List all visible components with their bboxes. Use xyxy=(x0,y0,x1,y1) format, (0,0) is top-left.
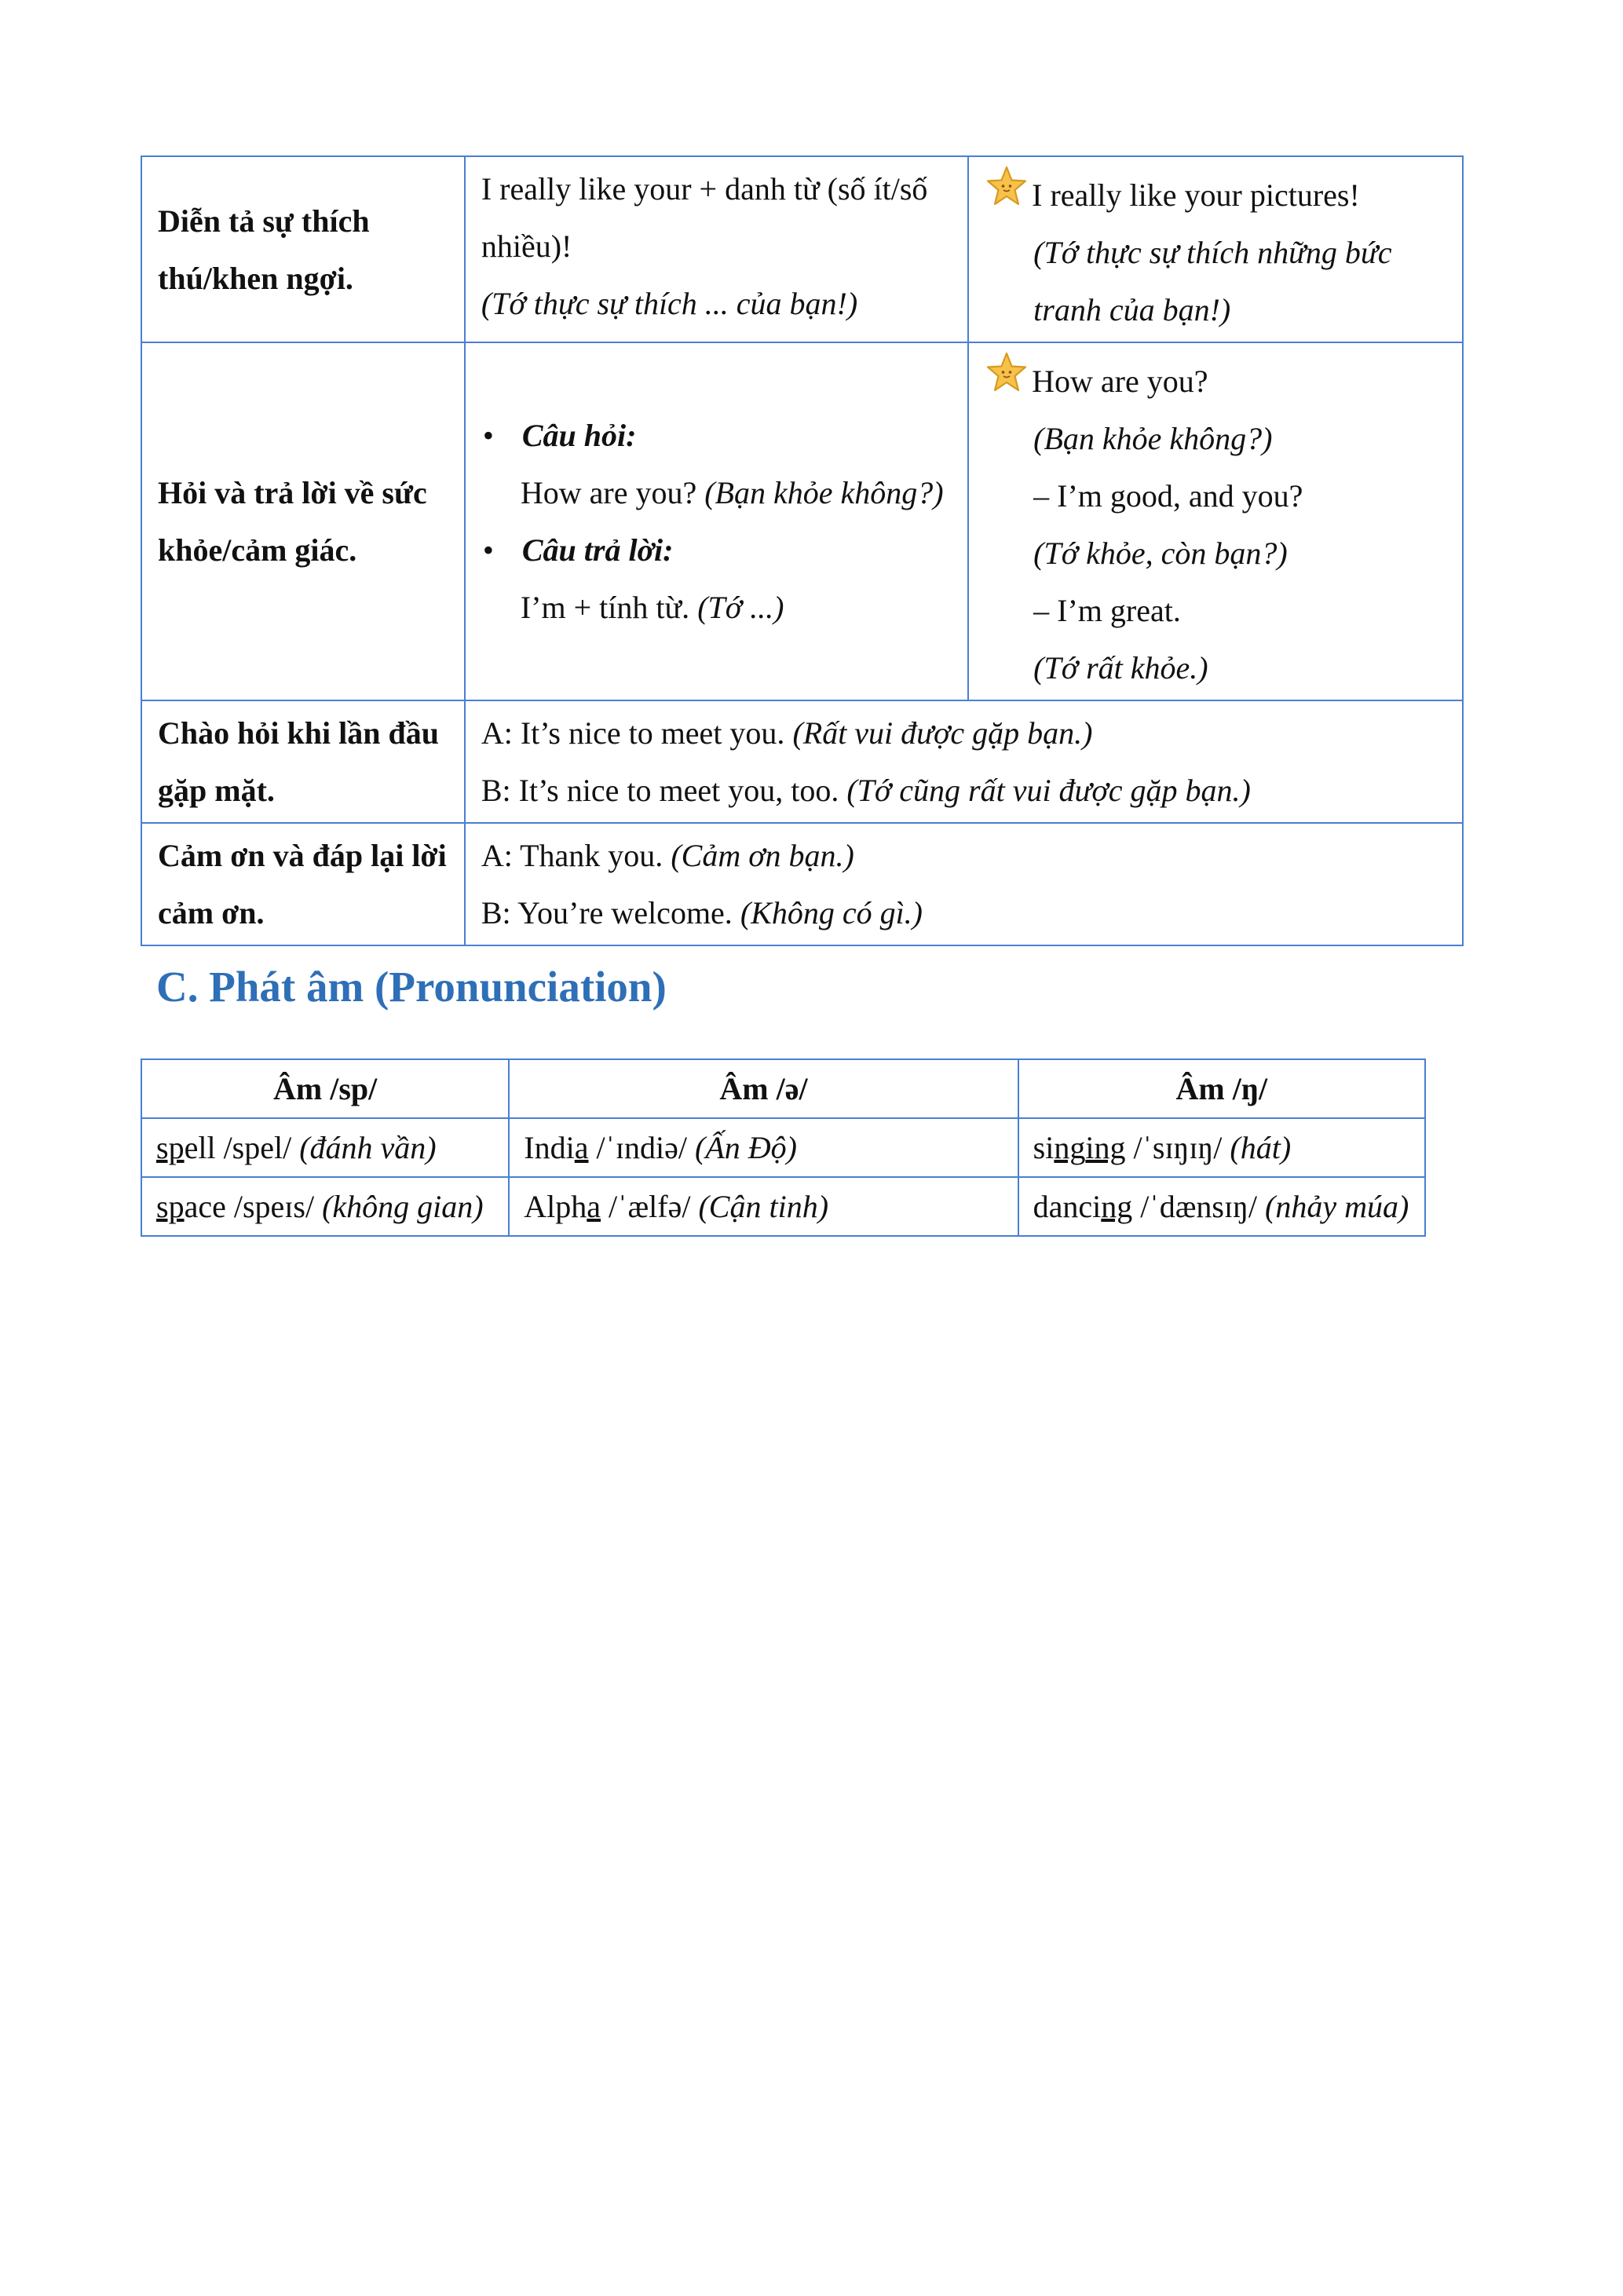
question-heading-row xyxy=(481,407,952,464)
function-label xyxy=(141,342,465,700)
example-sentence-line xyxy=(985,166,1446,224)
word-cell xyxy=(141,1177,509,1236)
ipa: /ˈdænsɪŋ/ xyxy=(1140,1189,1257,1224)
function-label xyxy=(141,700,465,823)
line-text: B: You’re welcome. xyxy=(481,895,733,930)
word-start: si xyxy=(1033,1130,1055,1165)
structure-meaning: (Tớ thực sự thích ... của bạn!) xyxy=(481,286,858,321)
dialogue-line-b xyxy=(481,762,1446,819)
underlined-sound: sp xyxy=(156,1130,185,1165)
underlined-sound: sp xyxy=(156,1189,185,1224)
dialogue-cell xyxy=(465,823,1463,945)
answer-line xyxy=(481,579,952,636)
line-meaning: (Cảm ơn bạn.) xyxy=(671,838,854,873)
ipa: /ˈsɪŋɪŋ/ xyxy=(1133,1130,1223,1165)
function-label xyxy=(141,156,465,342)
line-text: B: It’s nice to meet you, too. xyxy=(481,773,839,808)
word-cell xyxy=(1018,1177,1425,1236)
table-row xyxy=(141,700,1463,823)
word-meaning: (Cận tinh) xyxy=(698,1189,829,1224)
word-rest: ace xyxy=(184,1189,226,1224)
bullet-icon: • xyxy=(482,418,494,453)
pronunciation-table xyxy=(141,1058,1426,1237)
word-cell xyxy=(141,1118,509,1177)
example-meaning: (Tớ thực sự thích những bức tranh của bạn!) xyxy=(1033,235,1392,327)
word-cell xyxy=(509,1177,1018,1236)
underlined-sound: ng xyxy=(1094,1130,1126,1165)
word-cell xyxy=(509,1118,1018,1177)
section-heading: C. Phát âm (Pronunciation) xyxy=(156,963,667,1011)
label-text: Cảm ơn và đáp lại lời cảm ơn. xyxy=(158,838,447,930)
word-start: danci xyxy=(1033,1189,1102,1224)
word-meaning: (hát) xyxy=(1230,1130,1292,1165)
example-cell xyxy=(968,342,1463,700)
table-row xyxy=(141,156,1463,342)
label-text: Hỏi và trả lời về sức khỏe/cảm giác. xyxy=(158,475,427,568)
word-meaning: (đánh vần) xyxy=(299,1130,437,1165)
dialogue-line-a xyxy=(481,704,1446,762)
dialogue-line-b xyxy=(481,884,1446,941)
star-icon xyxy=(985,165,1029,209)
example-answer-2: – I’m great. xyxy=(1033,593,1181,628)
table-row xyxy=(141,342,1463,700)
example-answer-1: – I’m good, and you? xyxy=(1033,478,1303,514)
functions-table xyxy=(141,155,1464,946)
table-row xyxy=(141,1177,1425,1236)
answer-text: I’m + tính từ. xyxy=(520,590,690,625)
underlined-sound: ng xyxy=(1101,1189,1133,1224)
ipa: /speɪs/ xyxy=(233,1189,315,1224)
line-meaning: (Rất vui được gặp bạn.) xyxy=(792,715,1093,751)
word-start: Alph xyxy=(524,1189,587,1224)
example-question-line xyxy=(985,353,1446,410)
label-text: Diễn tả sự thích thú/khen ngợi. xyxy=(158,203,370,296)
word-middle: i xyxy=(1085,1130,1095,1165)
example-question: How are you? xyxy=(1032,364,1208,399)
structure-line: I really like your + danh từ (số ít/số nhiều)! xyxy=(481,171,928,264)
word-rest: ell xyxy=(184,1130,216,1165)
word-meaning: (Ấn Độ) xyxy=(695,1130,797,1165)
example-answer-2-meaning: (Tớ rất khỏe.) xyxy=(1033,650,1208,686)
line-meaning: (Tớ cũng rất vui được gặp bạn.) xyxy=(846,773,1251,808)
ipa: /ˈælfə/ xyxy=(609,1189,691,1224)
line-text: A: Thank you. xyxy=(481,838,663,873)
bullet-icon: • xyxy=(482,532,494,568)
word-start: Indi xyxy=(524,1130,575,1165)
ipa: /ˈɪndiə/ xyxy=(596,1130,688,1165)
table-row xyxy=(141,1118,1425,1177)
structure-cell xyxy=(465,342,968,700)
ipa: /spel/ xyxy=(223,1130,292,1165)
star-icon xyxy=(985,351,1029,395)
underlined-sound: a xyxy=(574,1130,589,1165)
question-text: How are you? xyxy=(520,475,697,510)
column-header: Âm /ə/ xyxy=(509,1059,1018,1118)
question-line xyxy=(481,464,952,521)
answer-heading-row xyxy=(481,521,952,579)
dialogue-cell xyxy=(465,700,1463,823)
question-heading: Câu hỏi: xyxy=(521,418,637,453)
table-header-row xyxy=(141,1059,1425,1118)
answer-meaning: (Tớ ...) xyxy=(697,590,784,625)
example-cell xyxy=(968,156,1463,342)
word-meaning: (nhảy múa) xyxy=(1265,1189,1409,1224)
example-sentence: I really like your pictures! xyxy=(1032,177,1360,213)
underlined-sound: ng xyxy=(1054,1130,1086,1165)
word-meaning: (không gian) xyxy=(322,1189,484,1224)
word-cell xyxy=(1018,1118,1425,1177)
example-answer-1-meaning: (Tớ khỏe, còn bạn?) xyxy=(1033,536,1288,571)
question-meaning: (Bạn khỏe không?) xyxy=(704,475,944,510)
dialogue-line-a xyxy=(481,827,1446,884)
structure-cell xyxy=(465,156,968,342)
example-question-meaning: (Bạn khỏe không?) xyxy=(1033,421,1273,456)
function-label xyxy=(141,823,465,945)
column-header: Âm /ŋ/ xyxy=(1018,1059,1425,1118)
answer-heading: Câu trả lời: xyxy=(521,532,674,568)
table-row xyxy=(141,823,1463,945)
label-text: Chào hỏi khi lần đầu gặp mặt. xyxy=(158,715,439,808)
column-header: Âm /sp/ xyxy=(141,1059,509,1118)
underlined-sound: a xyxy=(587,1189,601,1224)
line-meaning: (Không có gì.) xyxy=(740,895,923,930)
line-text: A: It’s nice to meet you. xyxy=(481,715,785,751)
